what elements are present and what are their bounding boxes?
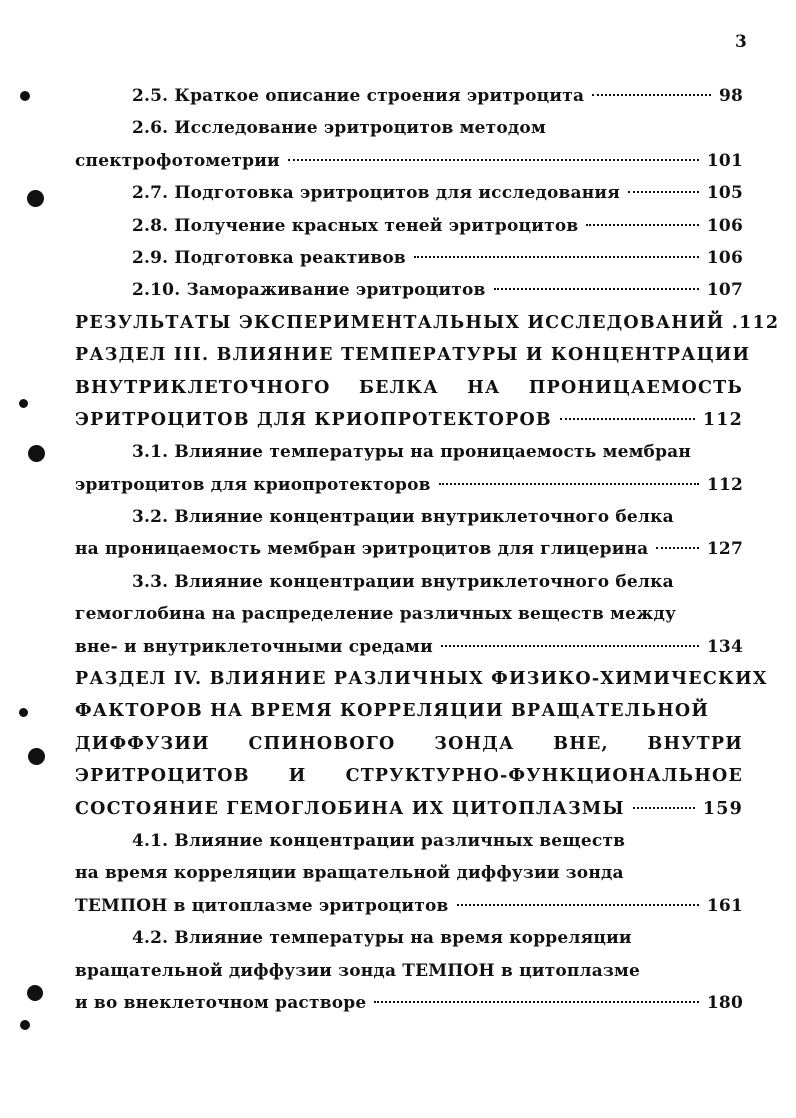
table-of-contents: [75, 80, 780, 1019]
toc-entry-3-1-cont: эритроцитов для криопротекторов 112: [75, 469, 743, 501]
toc-page-number: 159: [702, 798, 743, 819]
toc-page-number: 105: [706, 183, 743, 204]
toc-heading-section-4-cont: ДИФФУЗИИ СПИНОВОГО ЗОНДА ВНЕ, ВНУТРИ: [75, 733, 743, 754]
toc-heading-section-4-cont: СОСТОЯНИЕ ГЕМОГЛОБИНА ИХ ЦИТОПЛАЗМЫ 159: [75, 793, 743, 825]
toc-entry-4-2: 4.2. Влияние температуры на время корреляции: [132, 928, 632, 949]
toc-entry-3-3-cont: вне- и внутриклеточными средами 134: [75, 631, 743, 663]
toc-heading-section-4-cont: ФАКТОРОВ НА ВРЕМЯ КОРРЕЛЯЦИИ ВРАЩАТЕЛЬНОЙ: [75, 701, 710, 722]
toc-page-number: 106: [706, 247, 743, 268]
toc-page-number: 106: [706, 215, 743, 236]
toc-page-number: 107: [706, 280, 743, 301]
binder-hole-mark: [19, 399, 28, 408]
toc-entry-4-1: 4.1. Влияние концентрации различных веществ: [132, 830, 626, 851]
binder-hole-mark: [27, 190, 44, 207]
toc-entry-4-2-cont: вращательной диффузии зонда ТЕМПОН в цитоплазме: [75, 960, 640, 981]
toc-page-number: 161: [706, 895, 743, 916]
toc-entry-2-8: 2.8. Получение красных теней эритроцитов 106: [75, 210, 743, 242]
toc-heading-section-4-cont: ЭРИТРОЦИТОВ И СТРУКТУРНО-ФУНКЦИОНАЛЬНОЕ: [75, 766, 743, 787]
toc-page-number: 98: [718, 86, 743, 106]
toc-entry-2-5: 2.5. Краткое описание строения эритроцита 98: [75, 80, 743, 112]
toc-page-number: 112: [739, 312, 780, 333]
toc-entry-2-6: 2.6. Исследование эритроцитов методом: [132, 118, 546, 139]
toc-entry-3-3-cont: гемоглобина на распределение различных веществ между: [75, 604, 677, 625]
toc-entry-3-1: 3.1. Влияние температуры на проницаемость мембран: [132, 442, 692, 463]
binder-hole-mark: [28, 748, 45, 765]
toc-entry-4-2-cont: и во внеклеточном растворе 180: [75, 987, 743, 1019]
toc-page-number: 112: [706, 474, 743, 495]
toc-entry-4-1-cont: на время корреляции вращательной диффузии зонда: [75, 863, 624, 884]
toc-heading-section-4: РАЗДЕЛ IV. ВЛИЯНИЕ РАЗЛИЧНЫХ ФИЗИКО-ХИМИЧЕСКИХ: [75, 669, 768, 690]
binder-hole-mark: [28, 445, 45, 462]
toc-heading-results: РЕЗУЛЬТАТЫ ЭКСПЕРИМЕНТАЛЬНЫХ ИССЛЕДОВАНИЙ . 112: [75, 307, 743, 339]
toc-page-number: 180: [706, 992, 743, 1013]
toc-entry-2-7: 2.7. Подготовка эритроцитов для исследования 105: [75, 177, 743, 209]
toc-entry-2-10: 2.10. Замораживание эритроцитов 107: [75, 274, 743, 306]
toc-entry-3-2-cont: на проницаемость мембран эритроцитов для глицерина 127: [75, 533, 743, 565]
toc-entry-4-1-cont: ТЕМПОН в цитоплазме эритроцитов 161: [75, 890, 743, 922]
binder-hole-mark: [19, 708, 28, 717]
toc-page-number: 112: [702, 409, 743, 430]
binder-hole-mark: [27, 985, 43, 1001]
toc-entry-2-9: 2.9. Подготовка реактивов 106: [75, 242, 743, 274]
page-number: 3: [735, 32, 747, 52]
binder-hole-mark: [20, 91, 30, 101]
toc-heading-section-3-cont: ЭРИТРОЦИТОВ ДЛЯ КРИОПРОТЕКТОРОВ 112: [75, 404, 743, 436]
toc-heading-section-3-cont: ВНУТРИКЛЕТОЧНОГО БЕЛКА НА ПРОНИЦАЕМОСТЬ: [75, 377, 743, 398]
toc-heading-section-3: РАЗДЕЛ III. ВЛИЯНИЕ ТЕМПЕРАТУРЫ И КОНЦЕНТРАЦИИ: [75, 345, 751, 366]
toc-entry-3-2: 3.2. Влияние концентрации внутриклеточного белка: [132, 507, 674, 528]
toc-page-number: 134: [706, 636, 743, 657]
binder-hole-mark: [20, 1020, 30, 1030]
toc-entry-3-3: 3.3. Влияние концентрации внутриклеточного белка: [132, 571, 674, 592]
toc-page-number: 127: [706, 539, 743, 560]
toc-page-number: 101: [706, 150, 743, 171]
toc-entry-2-6-cont: спектрофотометрии 101: [75, 145, 743, 177]
